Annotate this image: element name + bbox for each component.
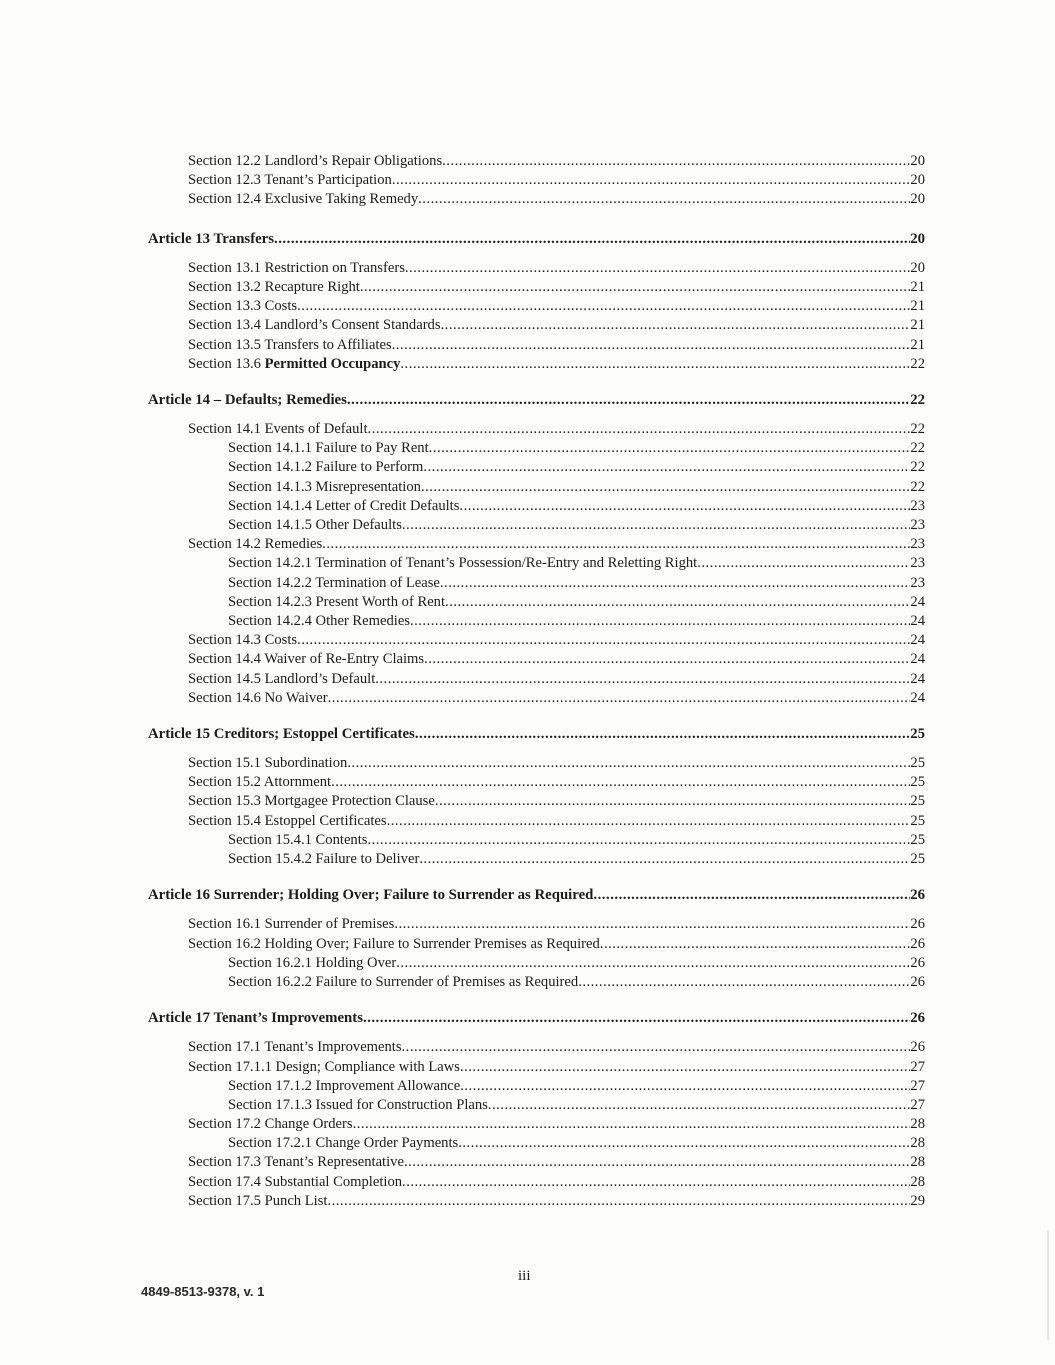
toc-entry-title: Section 14.4 Waiver of Re-Entry Claims — [188, 651, 425, 668]
toc-section-row[interactable] — [140, 612, 925, 631]
toc-page-number: 20 — [910, 172, 925, 189]
toc-section-row[interactable] — [140, 631, 925, 650]
toc-section-row[interactable] — [140, 316, 925, 335]
dot-leader — [368, 420, 911, 439]
toc-page-number: 21 — [910, 298, 925, 315]
toc-article-row[interactable] — [140, 886, 925, 905]
dot-leader — [327, 1192, 910, 1211]
toc-section-row[interactable] — [140, 773, 925, 792]
dot-leader — [347, 754, 910, 773]
toc-page-number: 25 — [910, 831, 925, 848]
toc-page-number: 20 — [910, 259, 925, 276]
toc-section-row[interactable] — [140, 458, 925, 477]
dot-leader — [459, 497, 910, 516]
toc-entry-title: Section 14.6 No Waiver — [188, 689, 328, 706]
toc-page-number: 26 — [910, 954, 925, 971]
toc-page-number: 24 — [910, 689, 925, 706]
dot-leader — [419, 850, 910, 869]
toc-page-number: 26 — [910, 973, 925, 990]
toc-page-number: 24 — [910, 593, 925, 610]
toc-section-row[interactable] — [140, 297, 925, 316]
toc-entry-title: Section 13.5 Transfers to Affiliates — [188, 336, 392, 353]
dot-leader — [424, 650, 910, 669]
toc-page-number: 20 — [910, 191, 925, 208]
toc-section-row[interactable] — [140, 915, 925, 934]
toc-entry-title: Section 14.1.1 Failure to Pay Rent — [228, 440, 429, 457]
dot-leader — [347, 391, 910, 410]
toc-section-row[interactable] — [140, 1096, 925, 1115]
toc-page-number: 25 — [910, 725, 925, 742]
toc-entry-title: Section 14.2.4 Other Remedies — [228, 612, 410, 629]
toc-page-number: 24 — [910, 612, 925, 629]
dot-leader — [460, 1077, 910, 1096]
toc-section-row[interactable] — [140, 1153, 925, 1172]
toc-page-number: 25 — [910, 774, 925, 791]
toc-section-row[interactable] — [140, 535, 925, 554]
toc-section-row[interactable] — [140, 754, 925, 773]
toc-entry-title: Section 14.5 Landlord’s Default — [188, 670, 376, 687]
dot-leader — [410, 612, 910, 631]
toc-section-row[interactable] — [140, 689, 925, 708]
toc-section-row[interactable] — [140, 850, 925, 869]
toc-page-number: 20 — [910, 153, 925, 169]
toc-section-row[interactable] — [140, 278, 925, 297]
toc-entry-title: Section 17.1.1 Design; Compliance with Laws — [188, 1058, 460, 1075]
toc-page-number: 21 — [910, 317, 925, 334]
toc-entry-title: Section 14.2.3 Present Worth of Rent — [228, 593, 446, 610]
toc-section-row[interactable] — [140, 420, 925, 439]
toc-section-row[interactable] — [140, 574, 925, 593]
toc-entry-title: Section 16.2.1 Holding Over — [228, 954, 397, 971]
toc-page-number: 21 — [910, 336, 925, 353]
dot-leader — [421, 478, 910, 497]
toc-entry-title: Section 14.1.5 Other Defaults — [228, 517, 402, 533]
toc-section-row[interactable] — [140, 1038, 925, 1057]
document-id: 4849-8513-9378, v. 1 — [141, 1284, 265, 1299]
toc-entry-title: Section 12.3 Tenant’s Participation — [188, 172, 392, 189]
toc-page-number: 27 — [910, 1096, 925, 1113]
dot-leader — [402, 1038, 911, 1057]
toc-page-number: 28 — [910, 1154, 925, 1171]
toc-entry-title: Section 12.4 Exclusive Taking Remedy — [188, 191, 419, 208]
toc-page-number: 20 — [910, 230, 925, 247]
dot-leader — [442, 152, 910, 171]
toc-entry-title: Section 14.1.4 Letter of Credit Defaults — [228, 497, 460, 514]
toc-page-number: 26 — [910, 935, 925, 952]
toc-page-number: 22 — [910, 421, 925, 438]
toc-entry-title: Section 15.4.2 Failure to Deliver — [228, 851, 420, 867]
toc-entry-title: Section 12.2 Landlord’s Repair Obligations — [188, 153, 443, 169]
toc-entry-title: Section 13.4 Landlord’s Consent Standards — [188, 317, 441, 334]
scan-edge-shadow — [1047, 1230, 1049, 1340]
dot-leader — [387, 812, 911, 831]
dot-leader — [363, 1009, 910, 1028]
toc-section-row[interactable] — [140, 439, 925, 458]
toc-entry-title: Section 17.2.1 Change Order Payments — [228, 1135, 459, 1152]
toc-page-number: 26 — [910, 1010, 925, 1027]
toc-page-number: 27 — [910, 1077, 925, 1094]
toc-entry-title: Article 14 – Defaults; Remedies — [148, 391, 347, 408]
dot-leader — [488, 1096, 911, 1115]
toc-entry-title: Section 17.5 Punch List — [188, 1192, 328, 1209]
toc-entry-title: Section 13.2 Recapture Right — [188, 278, 360, 295]
toc-page-number: 22 — [910, 355, 925, 372]
toc-section-row[interactable] — [140, 792, 925, 811]
dot-leader — [429, 439, 911, 458]
toc-entry-title: Article 16 Surrender; Holding Over; Failure to Surrender as Required — [148, 887, 594, 904]
dot-leader — [402, 1173, 910, 1192]
dot-leader — [458, 1134, 910, 1153]
toc-section-row[interactable] — [140, 1134, 925, 1153]
toc-section-row[interactable] — [140, 152, 925, 171]
page-number: iii — [518, 1268, 531, 1284]
toc-section-row[interactable] — [140, 670, 925, 689]
toc-entry-title: Section 17.2 Change Orders — [188, 1116, 353, 1133]
toc-section-row[interactable] — [140, 935, 925, 954]
toc-section-row[interactable] — [140, 336, 925, 355]
toc-entry-title: Section 17.3 Tenant’s Representative — [188, 1154, 404, 1171]
toc-section-row[interactable] — [140, 171, 925, 190]
toc-entry-title: Section 17.1.3 Issued for Construction Plans — [228, 1096, 488, 1113]
toc-page-number: 25 — [910, 793, 925, 810]
toc-section-row[interactable] — [140, 650, 925, 669]
toc-entry-title: Section 14.1 Events of Default — [188, 421, 368, 438]
toc-entry-title: Section 17.4 Substantial Completion — [188, 1173, 403, 1190]
dot-leader — [405, 259, 911, 278]
toc-page-number: 22 — [910, 478, 925, 495]
toc-page-number: 23 — [910, 555, 925, 572]
dot-leader — [423, 458, 910, 477]
toc-page-number: 22 — [910, 459, 925, 476]
toc-entry-title: Section 16.1 Surrender of Premises — [188, 916, 395, 933]
dot-leader — [441, 316, 911, 335]
dot-leader — [697, 554, 910, 573]
toc-section-row[interactable] — [140, 478, 925, 497]
toc-page-number: 26 — [910, 1039, 925, 1056]
toc-section-row[interactable] — [140, 516, 925, 535]
toc-page-number: 24 — [910, 651, 925, 668]
dot-leader — [404, 1153, 910, 1172]
toc-section-row[interactable] — [140, 259, 925, 278]
dot-leader — [297, 631, 910, 650]
toc-section-row[interactable] — [140, 954, 925, 973]
toc-article-row[interactable] — [140, 1009, 925, 1028]
toc-page-number: 28 — [910, 1135, 925, 1152]
toc-entry-title: Section 14.2 Remedies — [188, 536, 323, 553]
dot-leader — [367, 831, 910, 850]
toc-page-number: 27 — [910, 1058, 925, 1075]
dot-leader — [392, 171, 911, 190]
toc-section-row[interactable] — [140, 190, 925, 209]
toc-page-number: 28 — [910, 1173, 925, 1190]
dot-leader — [375, 670, 910, 689]
toc-page-number: 23 — [910, 497, 925, 514]
dot-leader — [440, 574, 911, 593]
toc-section-row[interactable] — [140, 812, 925, 831]
toc-entry-title: Section 15.2 Attornment — [188, 774, 332, 791]
dot-leader — [418, 190, 910, 209]
toc-entry-title: Section 13.3 Costs — [188, 298, 298, 315]
toc-entry-title: Section 16.2 Holding Over; Failure to Surrender Premises as Required — [188, 935, 600, 952]
dot-leader — [460, 1058, 910, 1077]
toc-entry-title: Section 13.6 Permitted Occupancy — [188, 355, 401, 372]
dot-leader — [400, 355, 910, 374]
dot-leader — [328, 689, 911, 708]
toc-entry-title: Section 17.1 Tenant’s Improvements — [188, 1039, 402, 1056]
toc-page-number: 28 — [910, 1116, 925, 1133]
table-of-contents — [140, 152, 925, 1211]
toc-page-number: 25 — [910, 812, 925, 829]
toc-page-number: 23 — [910, 536, 925, 553]
toc-section-row[interactable] — [140, 355, 925, 374]
toc-page-number: 26 — [910, 916, 925, 933]
toc-page-number: 24 — [910, 670, 925, 687]
toc-section-row[interactable] — [140, 1077, 925, 1096]
toc-entry-title: Section 15.3 Mortgagee Protection Clause — [188, 793, 435, 810]
toc-entry-title: Section 13.1 Restriction on Transfers — [188, 259, 405, 276]
toc-page-number: 22 — [910, 391, 925, 408]
toc-entry-title: Article 17 Tenant’s Improvements — [148, 1010, 363, 1027]
dot-leader — [435, 792, 911, 811]
toc-section-row[interactable] — [140, 1058, 925, 1077]
dot-leader — [322, 535, 910, 554]
dot-leader — [600, 935, 911, 954]
toc-page-number: 25 — [910, 851, 925, 867]
toc-article-row[interactable] — [140, 391, 925, 410]
toc-page-number: 22 — [910, 440, 925, 457]
toc-entry-title: Section 15.4.1 Contents — [228, 831, 368, 848]
toc-section-row[interactable] — [140, 1192, 925, 1211]
toc-page-number: 25 — [910, 755, 925, 772]
toc-entry-title: Section 15.4 Estoppel Certificates — [188, 812, 387, 829]
toc-page-number: 21 — [910, 278, 925, 295]
dot-leader — [274, 230, 910, 249]
dot-leader — [402, 516, 911, 535]
toc-section-row[interactable] — [140, 497, 925, 516]
dot-leader — [396, 954, 910, 973]
toc-entry-title: Article 15 Creditors; Estoppel Certificates — [148, 725, 415, 742]
toc-page-number: 26 — [910, 887, 925, 904]
dot-leader — [578, 973, 910, 992]
dot-leader — [297, 297, 910, 316]
toc-entry-title: Section 14.3 Costs — [188, 632, 298, 649]
toc-page-number: 23 — [910, 574, 925, 591]
dot-leader — [331, 773, 910, 792]
toc-section-row[interactable] — [140, 593, 925, 612]
toc-section-row[interactable] — [140, 973, 925, 992]
toc-page-number: 23 — [910, 517, 925, 533]
toc-entry-title: Section 15.1 Subordination — [188, 755, 348, 772]
dot-leader — [415, 725, 910, 744]
toc-entry-title: Section 14.1.3 Misrepresentation — [228, 478, 421, 495]
dot-leader — [360, 278, 911, 297]
toc-article-row[interactable] — [140, 230, 925, 249]
toc-page-number: 29 — [910, 1192, 925, 1209]
dot-leader — [394, 915, 910, 934]
toc-entry-title: Section 14.1.2 Failure to Perform — [228, 459, 424, 476]
toc-section-row[interactable] — [140, 1115, 925, 1134]
toc-article-row[interactable] — [140, 725, 925, 744]
dot-leader — [593, 886, 910, 905]
toc-entry-title: Section 16.2.2 Failure to Surrender of Premises as Required — [228, 973, 579, 990]
toc-entry-title: Section 17.1.2 Improvement Allowance — [228, 1077, 461, 1094]
toc-section-row[interactable] — [140, 1173, 925, 1192]
dot-leader — [445, 593, 910, 612]
toc-entry-title: Article 13 Transfers — [148, 230, 275, 247]
toc-entry-title: Section 14.2.1 Termination of Tenant’s Possession/Re-Entry and Reletting Right — [228, 555, 698, 572]
dot-leader — [353, 1115, 911, 1134]
toc-page-number: 24 — [910, 632, 925, 649]
toc-entry-title: Section 14.2.2 Termination of Lease — [228, 574, 440, 591]
dot-leader — [392, 336, 911, 355]
toc-section-row[interactable] — [140, 554, 925, 573]
toc-section-row[interactable] — [140, 831, 925, 850]
